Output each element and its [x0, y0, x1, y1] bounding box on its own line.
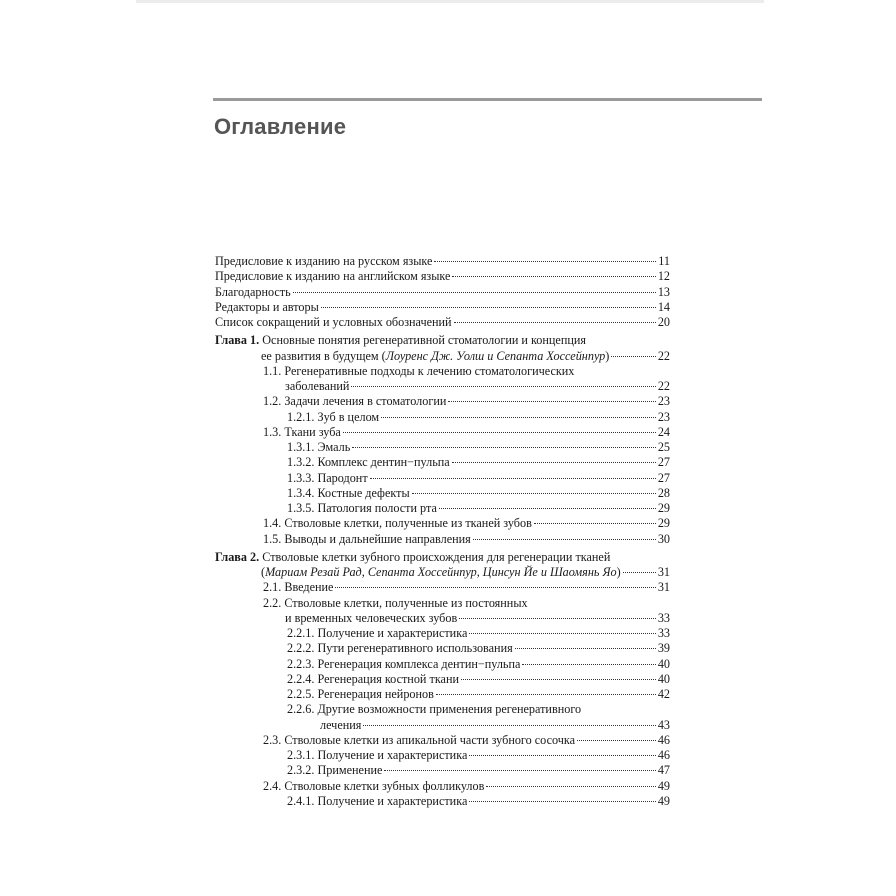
toc-entry-preface-en[interactable]	[215, 269, 670, 284]
chapter-1-heading-cont[interactable]	[215, 349, 670, 364]
leader-dots	[473, 538, 656, 540]
chapter-authors: Мариам Резай Рад, Сепанта Хоссейнпур, Цинсун Йе и Шаомянь Яо	[265, 565, 617, 579]
toc-entry-title: 1.4. Стволовые клетки, полученные из тканей зубов	[263, 516, 532, 531]
leader-dots	[623, 571, 656, 573]
toc-page-number: 31	[657, 580, 670, 595]
toc-entry-1-3-3[interactable]	[215, 471, 670, 486]
toc-page-number: 43	[657, 717, 670, 732]
toc-entry-2-2-6-cont[interactable]	[215, 718, 670, 733]
toc-entry-2-2[interactable]	[215, 596, 670, 611]
header-rule	[213, 98, 762, 101]
toc-entry-title: Благодарность	[215, 284, 291, 299]
chapter-title-line: Стволовые клетки зубного происхождения для регенерации тканей	[262, 549, 611, 564]
page-title: Оглавление	[214, 114, 347, 139]
leader-dots	[469, 800, 655, 802]
toc-entry-2-2-4[interactable]	[215, 672, 670, 687]
toc-entry-title: 2.3. Стволовые клетки из апикальной части зубного сосочка	[263, 732, 576, 747]
toc-page-number: 28	[657, 485, 670, 500]
toc-entry-1-2[interactable]	[215, 394, 670, 409]
leader-dots	[351, 385, 655, 387]
title-fragment: )	[605, 348, 610, 363]
toc-entry-title: 1.2.1. Зуб в целом	[287, 409, 380, 424]
leader-dots	[412, 492, 656, 494]
chapter-label: Глава 2.	[215, 549, 260, 564]
leader-dots	[534, 522, 656, 524]
toc-entry-title: заболеваний	[285, 379, 350, 393]
toc-entry-title: 1.3. Ткани зуба	[263, 424, 341, 439]
toc-entry-2-3[interactable]	[215, 733, 670, 748]
toc-page-number: 49	[657, 778, 670, 793]
toc-page-number: 11	[658, 254, 670, 268]
leader-dots	[454, 321, 656, 323]
toc-entry-title: 1.3.3. Пародонт	[287, 470, 368, 485]
chapter-2-heading-cont[interactable]	[215, 565, 670, 580]
toc-entry-1-4[interactable]	[215, 516, 670, 531]
toc-entry-title: 2.2.6. Другие возможности применения регенеративного	[287, 702, 582, 717]
toc-entry-title: лечения	[320, 717, 362, 732]
toc-page-number: 27	[657, 470, 670, 485]
title-fragment: )	[616, 565, 621, 579]
leader-dots	[293, 291, 656, 293]
toc-page-number: 31	[657, 565, 670, 579]
toc-entry-title: 1.3.2. Комплекс дентин−пульпа	[287, 455, 450, 470]
toc-entry-title: 2.2.1. Получение и характеристика	[287, 626, 468, 640]
toc-entry-1-3-1[interactable]	[215, 440, 670, 455]
toc-entry-2-2-5[interactable]	[215, 687, 670, 702]
leader-dots	[452, 461, 656, 463]
leader-dots	[448, 400, 655, 402]
chapter-label: Глава 1.	[215, 333, 260, 348]
toc-page-number: 39	[657, 641, 670, 656]
toc-page-number: 46	[657, 732, 670, 747]
toc-page-number: 33	[657, 610, 670, 625]
toc-page-number: 40	[657, 656, 670, 671]
toc-entry-title: 1.3.1. Эмаль	[287, 440, 351, 454]
toc-entry-abbreviations[interactable]	[215, 315, 670, 330]
toc-entry-title: 1.3.4. Костные дефекты	[287, 485, 410, 500]
toc-entry-title: 2.1. Введение	[263, 580, 334, 595]
toc-entry-2-2-3[interactable]	[215, 657, 670, 672]
toc-entry-title: 1.1. Регенеративные подходы к лечению стоматологических	[263, 363, 575, 378]
toc-entry-2-2-cont[interactable]	[215, 611, 670, 626]
leader-dots	[611, 355, 655, 357]
chapter-1-heading[interactable]	[215, 333, 670, 348]
leader-dots	[381, 416, 656, 418]
leader-dots	[434, 260, 656, 262]
toc-entry-title: 2.2.2. Пути регенеративного использования	[287, 641, 513, 656]
leader-dots	[352, 446, 656, 448]
toc-page-number: 25	[657, 440, 670, 454]
toc-page-number: 29	[657, 516, 670, 531]
toc-entry-title: 2.2.3. Регенерация комплекса дентин−пульпа	[287, 656, 521, 671]
toc-entry-1-1[interactable]	[215, 364, 670, 379]
toc-entry-title: 2.2.4. Регенерация костной ткани	[287, 671, 460, 686]
toc-entry-title: 2.4. Стволовые клетки зубных фолликулов	[263, 778, 485, 793]
title-fragment: (	[261, 565, 266, 579]
toc-entry-title: и временных человеческих зубов	[285, 610, 458, 625]
toc-page-number: 27	[657, 455, 670, 470]
toc-page-number: 22	[657, 348, 670, 363]
toc-page-number: 40	[657, 671, 670, 686]
leader-dots	[335, 586, 655, 588]
toc-page-number: 46	[657, 748, 670, 762]
toc-page-number: 24	[657, 424, 670, 439]
toc-page-number: 22	[657, 379, 670, 393]
toc-page-number: 33	[657, 626, 670, 640]
toc-entry-2-2-2[interactable]	[215, 641, 670, 656]
toc-page-number: 14	[657, 299, 670, 314]
chapter-title-line	[261, 565, 621, 580]
toc-page-number: 30	[657, 531, 670, 546]
toc-entry-title: 2.2. Стволовые клетки, полученные из постоянных	[263, 595, 528, 610]
table-of-contents	[215, 254, 670, 809]
chapter-2-heading[interactable]	[215, 550, 670, 565]
leader-dots	[469, 754, 655, 756]
toc-entry-2-2-1[interactable]	[215, 626, 670, 641]
toc-entry-1-5[interactable]	[215, 532, 670, 547]
toc-entry-title: Список сокращений и условных обозначений	[215, 315, 452, 329]
toc-page-number: 42	[657, 687, 670, 701]
toc-entry-title: 2.3.2. Применение	[287, 763, 383, 778]
leader-dots	[343, 431, 656, 433]
toc-entry-title: 2.3.1. Получение и характеристика	[287, 748, 468, 762]
leader-dots	[363, 724, 655, 726]
toc-page-number: 20	[657, 315, 670, 329]
toc-entry-1-2-1[interactable]	[215, 410, 670, 425]
leader-dots	[469, 632, 655, 634]
toc-entry-editors[interactable]	[215, 300, 670, 315]
leader-dots	[370, 477, 656, 479]
chapter-title-line: Основные понятия регенеративной стоматологии и концепция	[262, 333, 586, 348]
toc-page-number: 49	[657, 793, 670, 808]
toc-page-number: 12	[657, 269, 670, 284]
toc-entry-preface-ru[interactable]	[215, 254, 670, 269]
toc-page-number: 47	[657, 763, 670, 778]
toc-entry-2-2-6[interactable]	[215, 702, 670, 717]
toc-page-number: 29	[657, 501, 670, 515]
toc-entry-2-3-2[interactable]	[215, 763, 670, 778]
toc-entry-1-3-5[interactable]	[215, 501, 670, 516]
leader-dots	[577, 739, 656, 741]
leader-dots	[439, 507, 656, 509]
toc-entry-1-3[interactable]	[215, 425, 670, 440]
toc-entry-title: 1.2. Задачи лечения в стоматологии	[263, 394, 447, 409]
toc-entry-title: Редакторы и авторы	[215, 299, 319, 314]
toc-entry-title: Предисловие к изданию на английском языке	[215, 269, 451, 284]
toc-entry-2-1[interactable]	[215, 580, 670, 595]
toc-entry-title: Предисловие к изданию на русском языке	[215, 254, 433, 268]
leader-dots	[436, 693, 656, 695]
leader-dots	[522, 663, 655, 665]
leader-dots	[461, 678, 656, 680]
toc-entry-title: 2.4.1. Получение и характеристика	[287, 793, 468, 808]
chapter-title-line	[261, 349, 609, 364]
title-fragment: ее развития в будущем (	[261, 348, 386, 363]
toc-entry-2-4-1[interactable]	[215, 794, 670, 809]
leader-dots	[515, 647, 656, 649]
toc-entry-2-3-1[interactable]	[215, 748, 670, 763]
toc-page-number: 23	[657, 409, 670, 424]
leader-dots	[384, 769, 655, 771]
leader-dots	[486, 785, 655, 787]
leader-dots	[459, 617, 656, 619]
top-edge-line	[136, 0, 764, 3]
leader-dots	[452, 275, 655, 277]
chapter-authors: Лоуренс Дж. Уолш и Сепанта Хоссейнпур	[385, 348, 606, 363]
toc-entry-1-3-4[interactable]	[215, 486, 670, 501]
toc-entry-title: 1.5. Выводы и дальнейшие направления	[263, 531, 471, 546]
toc-entry-1-3-2[interactable]	[215, 455, 670, 470]
toc-entry-title: 1.3.5. Патология полости рта	[287, 501, 437, 515]
toc-page-number: 23	[657, 394, 670, 409]
toc-entry-1-1-cont[interactable]	[215, 379, 670, 394]
toc-entry-title: 2.2.5. Регенерация нейронов	[287, 687, 434, 701]
toc-entry-2-4[interactable]	[215, 779, 670, 794]
toc-page-number: 13	[657, 284, 670, 299]
leader-dots	[321, 306, 656, 308]
toc-entry-acknowledgements[interactable]	[215, 285, 670, 300]
